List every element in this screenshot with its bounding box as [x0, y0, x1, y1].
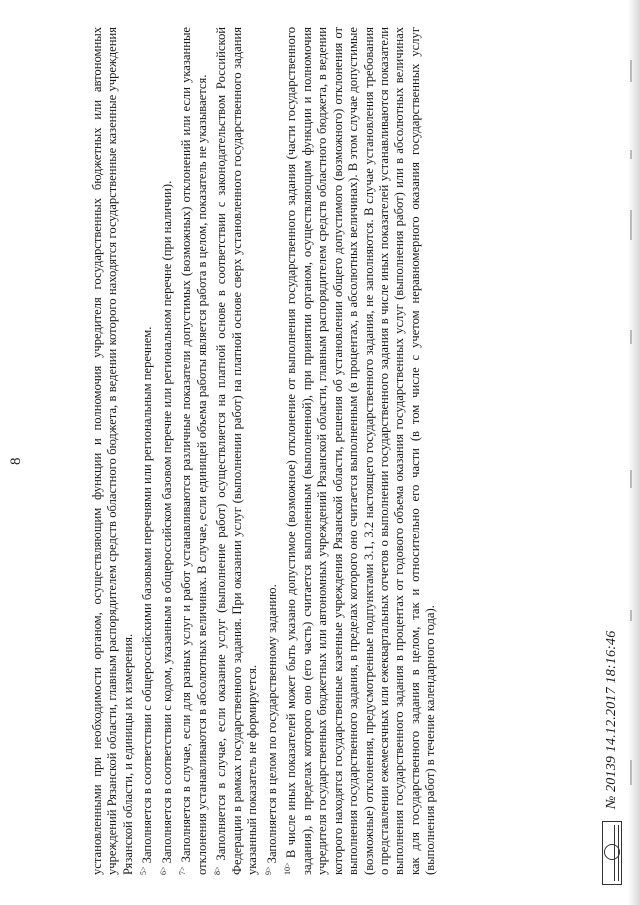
- footnote-marker: 7>: [178, 866, 188, 875]
- footnote-10: [280, 27, 438, 875]
- footnote-text: Заполняется в случае, если оказание услуг (выполнение работ) осуществляется на платной основе в соответствии с законодательством Российской Федерации в рамках государственного задания. При оказании услуг (выполнении работ) на платной основе сверх установленного государственного задания указанный показатель не формируется.: [214, 27, 260, 875]
- continuation-paragraph: установленными при необходимости органом, осуществляющим функции и полномочия учредителя государственных бюджетных или автономных учреждений Рязанской области, главным распорядителем средств областного бюджета, в ведении которого находятся государственные казенные учреждения Рязанской области, и единицы их измерения.: [90, 27, 135, 875]
- document-footer: [600, 631, 624, 885]
- footnote-text: Заполняется в целом по государственному заданию.: [265, 584, 279, 867]
- footnote-text: В числе иных показателей может быть указано допустимое (возможное) отклонение от выполнения государственного задания (части государственного задания), в пределах которого оно (его часть) считается выполненным (выполненной), при принятии органом, осуществляющим функции и полномочия учредителя государственных бюджетных или автономных учреждений Рязанской области, главным распорядителем средств областного бюджета, в ведении которого находятся государственные казенные учреждения Рязанской области, решения об установлении общего допустимого (возможного) отклонения от выполнения государственного задания, в пределах которого оно считается выполненным (в процентах, в абсолютных величинах). В этом случае допустимые (возможные) отклонения, предусмотренные подпунктами 3.1, 3.2 настоящего государственного задания, не заполняются. В случае установления требования о представлении ежемесячных или ежеквартальных отчетов о выполнении государственного задания в числе иных показателей устанавливаются показатели выполнения государственного задания в процентах от годового объема оказания государственных услуг (выполнения работ) или в абсолютных величинах как для государственного задания в целом, так и относительно его части (в том числе с учетом неравномерного оказания государственных услуг (выполнения работ) в течение календарного года).: [284, 27, 438, 875]
- footnote-text: Заполняется в случае, если для разных услуг и работ устанавливаются различные показатели допустимых (возможных) отклонений или если указанные отклонения устанавливаются в абсолютных величинах. В случае, если единицей объема работы является работа в целом, показатель не указывается.: [179, 27, 209, 875]
- registry-seal-logo: [602, 821, 622, 885]
- footnote-5: [136, 27, 156, 875]
- footnote-marker: 9>: [263, 866, 273, 875]
- footnote-text: Заполняется в соответствии с кодом, указанным в общероссийском базовом перечне или региональном перечне (при наличии).: [160, 180, 174, 867]
- footnote-7: [175, 27, 210, 875]
- footnote-marker: 6>: [158, 866, 168, 875]
- footnote-6: [156, 27, 176, 875]
- footnote-text: Заполняется в соответствии с общероссийскими базовыми перечнями или региональным перечнем.: [140, 326, 155, 867]
- footnote-8: [210, 27, 260, 875]
- footnote-9: [261, 27, 281, 875]
- footnote-marker: 10>: [283, 862, 293, 875]
- footnote-marker: 8>: [213, 866, 223, 875]
- page-number: 8: [8, 457, 24, 465]
- document-registration-stamp: № 20139 14.12.2017 18:16:46: [604, 630, 619, 809]
- seal-lines: [614, 825, 619, 881]
- footnote-marker: 5>: [139, 866, 149, 875]
- footnotes-text: [90, 27, 439, 875]
